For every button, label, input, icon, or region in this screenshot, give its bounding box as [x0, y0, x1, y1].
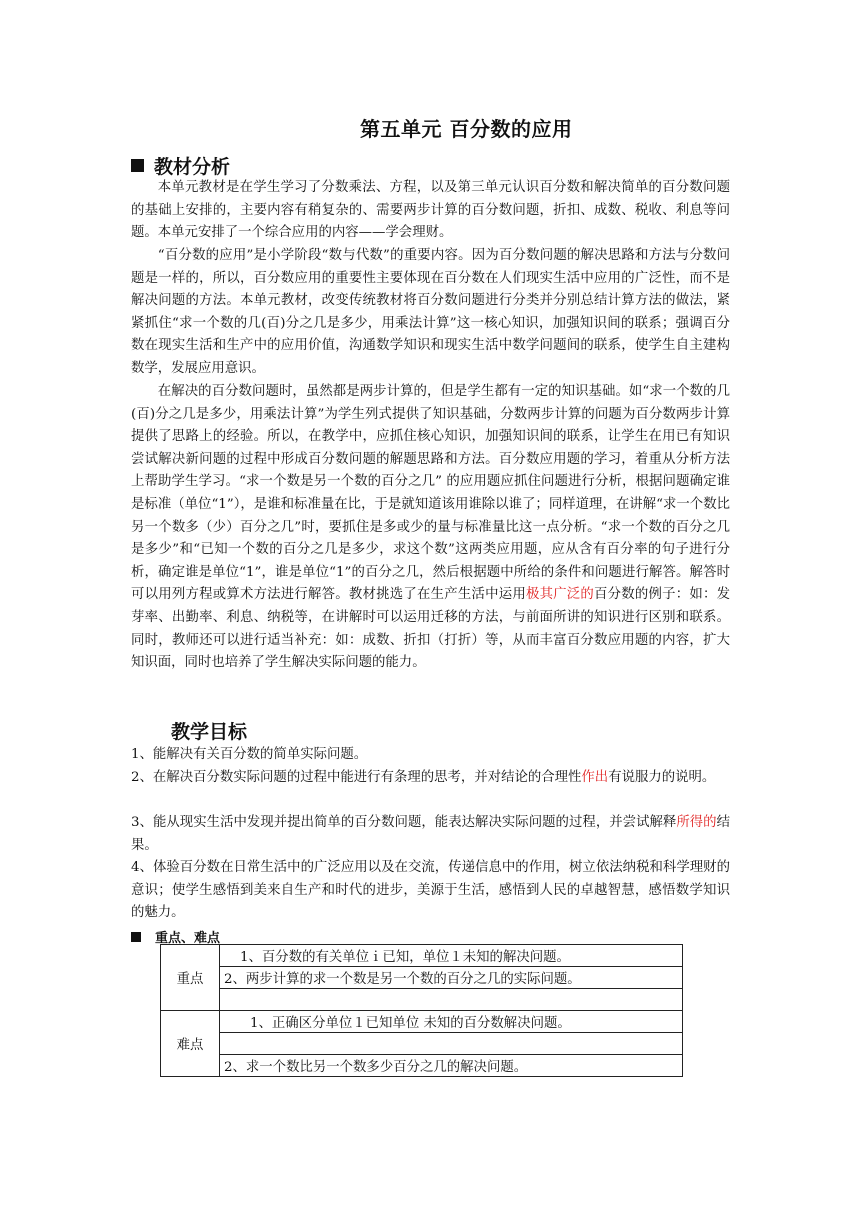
table-cell: 2、两步计算的求一个数是另一个数的百分之几的实际问题。: [220, 967, 683, 989]
table-cell: [220, 989, 683, 1011]
section-heading-keypoints-text: 重点、难点: [155, 931, 221, 946]
goal-item-2-text-b: 有说服力的说明。: [608, 770, 716, 785]
square-bullet-icon: [131, 159, 144, 172]
analysis-paragraph-1: 本单元教材是在学生学习了分数乘法、方程，以及第三单元认识百分数和解决简单的百分数问题的基础上安排的，主要内容有稍复杂的、需要两步计算的百分数问题，折扣、成数、税收、利息等问题。本单元安排了一个综合应用的内容——学会理财。: [131, 180, 730, 241]
table-row: [161, 1011, 683, 1033]
highlighted-text: 极其广泛的: [525, 587, 595, 603]
section-heading-analysis-text: 教材分析: [154, 156, 231, 178]
keypoints-table: [160, 944, 683, 1077]
key-label-cell: 重点: [161, 945, 220, 1011]
square-bullet-icon: [131, 932, 141, 942]
table-row: [161, 1033, 683, 1055]
section-heading-goals: 教学目标: [171, 721, 248, 743]
goal-item-4: 4、体验百分数在日常生活中的广泛应用以及在交流，传递信息中的作用，树立依法纳税和科学理财的意识；使学生感悟到美来自生产和时代的进步，美源于生活，感悟到人民的卓越智慧，感悟数学知识的魅力。: [131, 860, 730, 921]
table-cell: 2、求一个数比另一个数多少百分之几的解决问题。: [220, 1055, 683, 1077]
goal-item-3-text-b: 结果。: [131, 815, 730, 853]
table-row: [161, 945, 683, 967]
table-row: [161, 1055, 683, 1077]
analysis-paragraph-3-text-a: 在解决的百分数问题时，虽然都是两步计算的，但是学生都有一定的知识基础。如“求一个数的几(百)分之几是多少，用乘法计算”为学生列式提供了知识基础，分数两步计算的问题为百分数两步计算提供了思路上的经验。所以，在教学中，应抓住核心知识，加强知识间的联系，让学生在用已有知识尝试解决新问题的过程中形成百分数问题的解题思路和方法。百分数应用题的学习，着重从分析方法上帮助学生学习。“求一个数是另一个数的百分之几” 的应用题应抓住问题进行分析，根据问题确定谁是标准（单位“1”），是谁和标准量在比，于是就知道该用谁除以谁了；同样道理，在讲解“求一个数比另一个数多（少）百分之几”时，要抓住是多或少的量与标准量比这一点分析。“求一个数的百分之几是多少”和“已知一个数的百分之几是多少，求这个数”这两类应用题，应从含有百分率的句子进行分析，确定谁是单位“1”，谁是单位“1”的百分之几，然后根据题中所给的条件和问题进行解答。解答时可以用列方程或算术方法进行解答。教材挑选了在生产生活中运用: [131, 384, 730, 603]
goal-item-2: [131, 767, 730, 790]
goal-item-1: 1、能解决有关百分数的简单实际问题。: [131, 747, 368, 762]
analysis-paragraph-3: [131, 381, 730, 675]
table-cell: 1、百分数的有关单位ｉ已知，单位１未知的解决问题。: [220, 945, 683, 967]
goal-item-3-text-a: 3、能从现实生活中发现并提出简单的百分数问题，能表达解决实际问题的过程，并尝试解释: [131, 815, 677, 830]
table-row: [161, 989, 683, 1011]
goal-item-2-text-a: 2、在解决百分数实际问题的过程中能进行有条理的思考，并对结论的合理性: [131, 770, 582, 785]
section-heading-analysis: [131, 152, 230, 179]
table-cell: [220, 1033, 683, 1055]
highlighted-text: 所得的: [676, 815, 717, 830]
highlighted-text: 作出: [581, 770, 609, 785]
table-cell: 1、正确区分单位１已知单位 未知的百分数解决问题。: [220, 1011, 683, 1033]
document-title: 第五单元 百分数的应用: [360, 117, 573, 141]
analysis-paragraph-2: “百分数的应用”是小学阶段“数与代数”的重要内容。因为百分数问题的解决思路和方法与分数问题是一样的，所以，百分数应用的重要性主要体现在百分数在人们现实生活中应用的广泛性，而不是解决问题的方法。本单元教材，改变传统教材将百分数问题进行分类并分别总结计算方法的做法，紧紧抓住“求一个数的几(百)分之几是多少，用乘法计算”这一核心知识，加强知识间的联系；强调百分数在现实生活和生产中的应用价值，沟通数学知识和现实生活中数学问题间的联系，使学生自主建构数学，发展应用意识。: [131, 248, 730, 376]
goal-item-3: [131, 812, 730, 857]
table-row: [161, 967, 683, 989]
difficult-label-cell: 难点: [161, 1011, 220, 1077]
analysis-paragraph-3-text-b: 百分数的例子：如：发芽率、出勤率、利息、纳税等，在讲解时可以运用迁移的方法，与前面所讲的知识进行区别和联系。同时，教师还可以进行适当补充：如：成数、折扣（打折）等，从而丰富百分数应用题的内容，扩大知识面，同时也培养了学生解决实际问题的能力。: [131, 587, 731, 671]
